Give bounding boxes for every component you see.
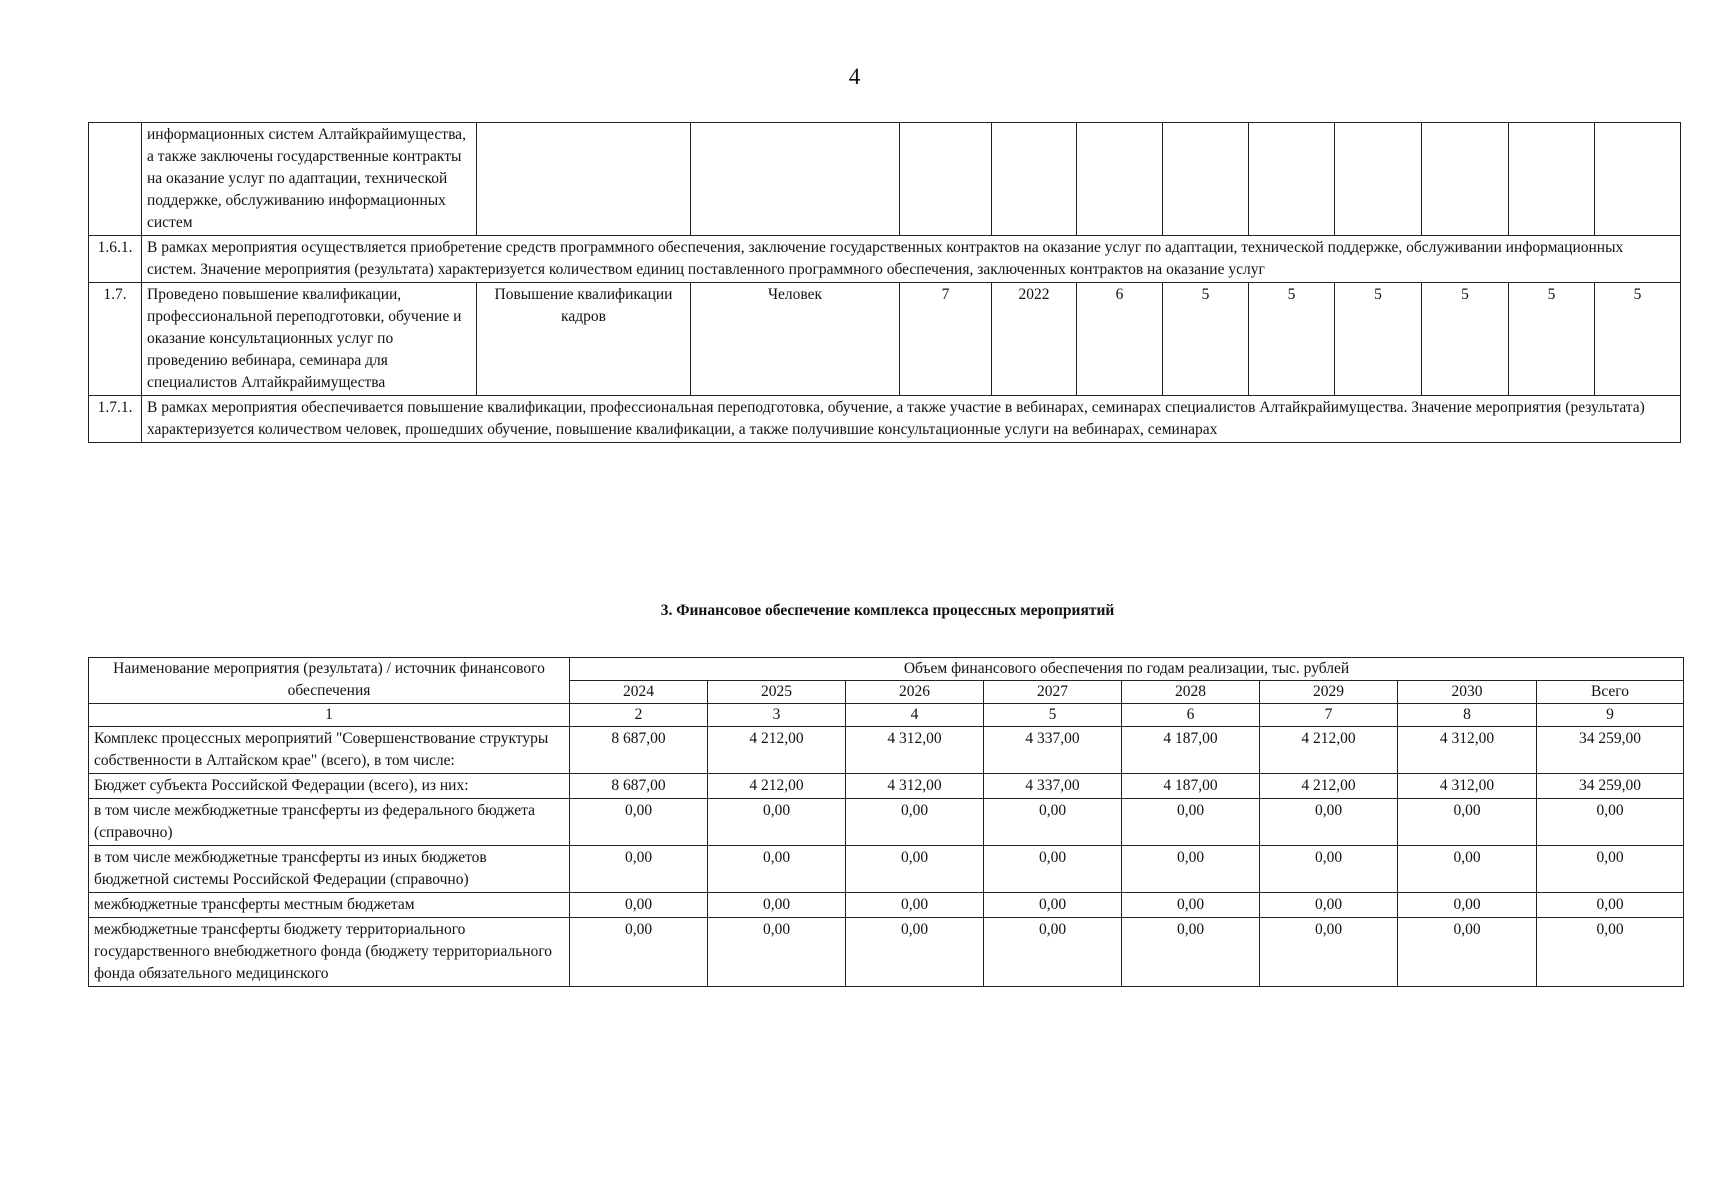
result-name-cell: Проведено повышение квалификации, профессиональной переподготовки, обучение и оказание консультационных услуг по проведению вебинара, семинара для специалистов Алтайкрайимущества [142, 283, 477, 396]
amount-cell: 8 687,00 [570, 774, 708, 799]
source-name-cell: межбюджетные трансферты местным бюджетам [89, 893, 570, 918]
amount-cell: 0,00 [1398, 799, 1537, 846]
empty-cell [477, 123, 691, 236]
table-row [89, 727, 1684, 774]
column-number: 6 [1122, 704, 1260, 727]
column-numbers-row [89, 704, 1684, 727]
table-row [89, 893, 1684, 918]
year-header: 2025 [708, 681, 846, 704]
empty-cell [1077, 123, 1163, 236]
amount-cell: 0,00 [984, 799, 1122, 846]
header-volume: Объем финансового обеспечения по годам реализации, тыс. рублей [570, 658, 1684, 681]
amount-cell: 0,00 [1260, 893, 1398, 918]
amount-cell: 0,00 [846, 846, 984, 893]
amount-cell: 0,00 [708, 893, 846, 918]
column-number: 8 [1398, 704, 1537, 727]
table-row [89, 236, 1681, 283]
source-name-cell: Комплекс процессных мероприятий "Совершенствование структуры собственности в Алтайском крае" (всего), в том числе: [89, 727, 570, 774]
amount-cell: 0,00 [570, 918, 708, 987]
empty-cell [1163, 123, 1249, 236]
empty-cell [1595, 123, 1681, 236]
amount-cell: 0,00 [846, 799, 984, 846]
year-header: 2026 [846, 681, 984, 704]
amount-cell: 0,00 [1537, 799, 1684, 846]
source-name-cell: в том числе межбюджетные трансферты из иных бюджетов бюджетной системы Российской Федерации (справочно) [89, 846, 570, 893]
amount-cell: 0,00 [1398, 893, 1537, 918]
amount-cell: 4 337,00 [984, 774, 1122, 799]
table-row [89, 918, 1684, 987]
table-row [89, 846, 1684, 893]
value-cell: 5 [1509, 283, 1595, 396]
amount-cell: 0,00 [1398, 846, 1537, 893]
year-header: 2030 [1398, 681, 1537, 704]
column-number: 7 [1260, 704, 1398, 727]
unit-cell: Человек [691, 283, 900, 396]
year-header: 2028 [1122, 681, 1260, 704]
amount-cell: 4 187,00 [1122, 774, 1260, 799]
row-number-cell: 1.6.1. [89, 236, 142, 283]
amount-cell: 0,00 [1122, 799, 1260, 846]
amount-cell: 0,00 [1537, 918, 1684, 987]
table-row [89, 774, 1684, 799]
amount-cell: 0,00 [1260, 918, 1398, 987]
empty-cell [900, 123, 992, 236]
description-cell: В рамках мероприятия обеспечивается повышение квалификации, профессиональная переподготовка, обучение, а также участие в вебинарах, семинарах специалистов Алтайкрайимущества. Значение мероприятия (результата) характеризуется количеством человек, прошедших обучение, повышение квалификации, а также получившие консультационные услуги на вебинарах, семинарах [142, 396, 1681, 443]
amount-cell: 8 687,00 [570, 727, 708, 774]
column-number: 2 [570, 704, 708, 727]
table-row [89, 283, 1681, 396]
amount-cell: 0,00 [1398, 918, 1537, 987]
year-header: Всего [1537, 681, 1684, 704]
table-row [89, 799, 1684, 846]
empty-cell [1335, 123, 1422, 236]
amount-cell: 0,00 [1260, 846, 1398, 893]
amount-cell: 4 212,00 [708, 774, 846, 799]
row-number-cell: 1.7.1. [89, 396, 142, 443]
table-row [89, 396, 1681, 443]
value-cell: 5 [1249, 283, 1335, 396]
amount-cell: 4 187,00 [1122, 727, 1260, 774]
amount-cell: 0,00 [1122, 846, 1260, 893]
value-cell: 5 [1422, 283, 1509, 396]
value-cell: 5 [1163, 283, 1249, 396]
page-number: 4 [848, 64, 861, 89]
column-number: 9 [1537, 704, 1684, 727]
amount-cell: 4 312,00 [846, 727, 984, 774]
amount-cell: 4 212,00 [1260, 727, 1398, 774]
column-number: 1 [89, 704, 570, 727]
amount-cell: 0,00 [1537, 893, 1684, 918]
empty-cell [1249, 123, 1335, 236]
amount-cell: 4 312,00 [846, 774, 984, 799]
column-number: 5 [984, 704, 1122, 727]
amount-cell: 0,00 [708, 799, 846, 846]
result-name-cell: информационных систем Алтайкрайимущества, а также заключены государственные контракты на оказание услуг по адаптации, технической поддержке, обслуживанию информационных систем [142, 123, 477, 236]
year-header: 2027 [984, 681, 1122, 704]
amount-cell: 34 259,00 [1537, 774, 1684, 799]
source-name-cell: Бюджет субъекта Российской Федерации (всего), из них: [89, 774, 570, 799]
base-value-cell: 7 [900, 283, 992, 396]
source-name-cell: в том числе межбюджетные трансферты из федерального бюджета (справочно) [89, 799, 570, 846]
empty-cell [1422, 123, 1509, 236]
section-title: 3. Финансовое обеспечение комплекса процессных мероприятий [660, 602, 1115, 619]
amount-cell: 0,00 [846, 893, 984, 918]
amount-cell: 0,00 [846, 918, 984, 987]
amount-cell: 4 312,00 [1398, 774, 1537, 799]
amount-cell: 4 212,00 [708, 727, 846, 774]
empty-cell [992, 123, 1077, 236]
year-header: 2029 [1260, 681, 1398, 704]
empty-cell [691, 123, 900, 236]
value-cell: 5 [1335, 283, 1422, 396]
amount-cell: 0,00 [1122, 918, 1260, 987]
header-name: Наименование мероприятия (результата) / источник финансового обеспечения [89, 658, 570, 704]
indicators-table [88, 122, 1681, 443]
amount-cell: 34 259,00 [1537, 727, 1684, 774]
row-number-cell: 1.7. [89, 283, 142, 396]
empty-cell [1509, 123, 1595, 236]
base-year-cell: 2022 [992, 283, 1077, 396]
amount-cell: 0,00 [570, 846, 708, 893]
financing-table [88, 657, 1684, 987]
amount-cell: 4 337,00 [984, 727, 1122, 774]
source-name-cell: межбюджетные трансферты бюджету территориального государственного внебюджетного фонда (бюджету территориального фонда обязательного медицинского [89, 918, 570, 987]
amount-cell: 0,00 [708, 918, 846, 987]
table-row [89, 123, 1681, 236]
year-header: 2024 [570, 681, 708, 704]
value-cell: 6 [1077, 283, 1163, 396]
amount-cell: 4 312,00 [1398, 727, 1537, 774]
result-kind-cell: Повышение квалификации кадров [477, 283, 691, 396]
column-number: 3 [708, 704, 846, 727]
value-cell: 5 [1595, 283, 1681, 396]
header-row [89, 658, 1684, 681]
column-number: 4 [846, 704, 984, 727]
amount-cell: 0,00 [570, 799, 708, 846]
amount-cell: 0,00 [1537, 846, 1684, 893]
amount-cell: 0,00 [708, 846, 846, 893]
amount-cell: 0,00 [570, 893, 708, 918]
amount-cell: 4 212,00 [1260, 774, 1398, 799]
description-cell: В рамках мероприятия осуществляется приобретение средств программного обеспечения, заключение государственных контрактов на оказание услуг по адаптации, технической поддержке, обслуживании информационных систем. Значение мероприятия (результата) характеризуется количеством единиц поставленного программного обеспечения, заключенных контрактов на оказание услуг [142, 236, 1681, 283]
row-number-cell [89, 123, 142, 236]
amount-cell: 0,00 [984, 918, 1122, 987]
amount-cell: 0,00 [984, 846, 1122, 893]
amount-cell: 0,00 [1122, 893, 1260, 918]
amount-cell: 0,00 [984, 893, 1122, 918]
amount-cell: 0,00 [1260, 799, 1398, 846]
